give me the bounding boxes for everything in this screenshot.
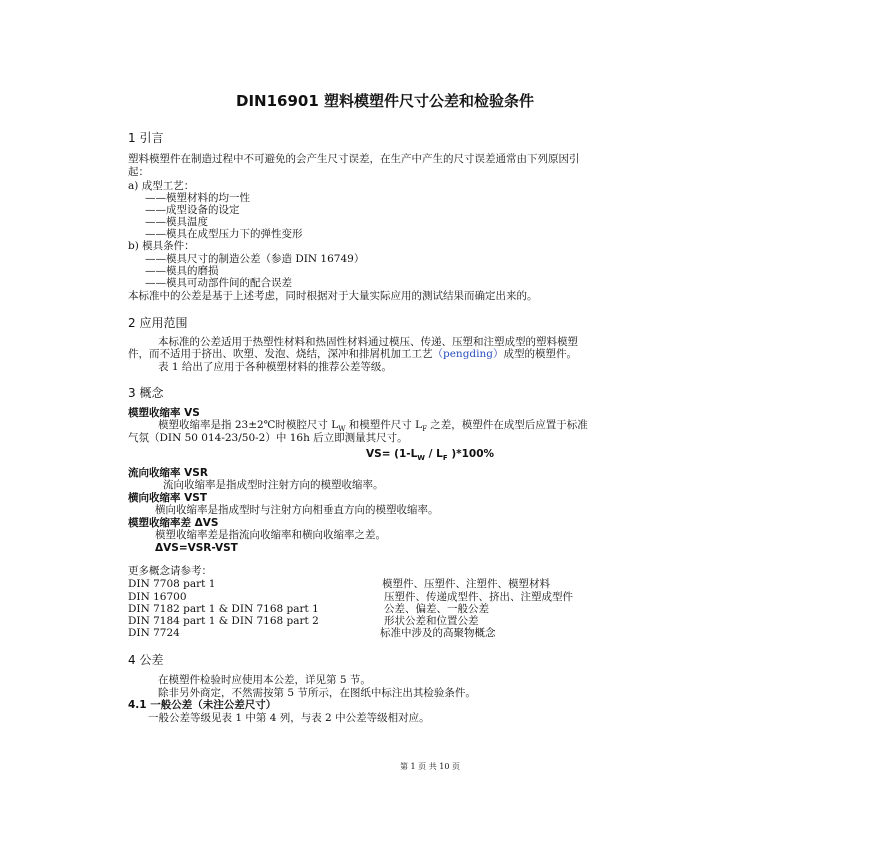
list-item: ——成型设备的设定 bbox=[145, 204, 240, 216]
term-vst-heading: 横向收缩率 VST bbox=[128, 492, 208, 504]
list-item: ——模具的磨损 bbox=[145, 265, 219, 277]
ref-desc: 公差、偏差、一般公差 bbox=[384, 603, 489, 615]
paragraph: 横向收缩率是指成型时与注射方向相垂直方向的模塑收缩率。 bbox=[155, 504, 439, 516]
formula-text: / L bbox=[425, 448, 443, 460]
page-footer: 第 1 页 共 10 页 bbox=[400, 762, 460, 771]
ref-code: DIN 7184 part 1 & DIN 7168 part 2 bbox=[128, 615, 319, 627]
page-title: DIN16901 塑料模塑件尺寸公差和检验条件 bbox=[236, 92, 534, 110]
paragraph-text: 之差，模塑件在成型后应置于标准 bbox=[426, 419, 588, 431]
paragraph: 流向收缩率是指成型时注射方向的模塑收缩率。 bbox=[163, 479, 384, 491]
ref-code: DIN 7182 part 1 & DIN 7168 part 1 bbox=[128, 603, 319, 615]
section-4-heading: 4 公差 bbox=[128, 653, 164, 667]
list-item: ——模塑材料的均一性 bbox=[145, 192, 250, 204]
list-item: ——模具温度 bbox=[145, 216, 208, 228]
list-item: ——模具尺寸的制造公差（参造 DIN 16749） bbox=[145, 253, 365, 265]
paragraph-text: 件，而不适用于挤出、吹塑、发泡、烧结，深冲和排屑机加工工艺 bbox=[128, 348, 433, 360]
subscript: W bbox=[338, 425, 346, 434]
term-vsr-heading: 流向收缩率 VSR bbox=[128, 467, 208, 479]
paragraph: 起： bbox=[128, 166, 149, 178]
ref-code: DIN 16700 bbox=[128, 591, 187, 603]
section-1-heading: 1 引言 bbox=[128, 131, 164, 145]
ref-desc: 形状公差和位置公差 bbox=[384, 615, 479, 627]
term-vs-heading: 模塑收缩率 VS bbox=[128, 407, 200, 419]
paragraph: 除非另外商定，不然需按第 5 节所示，在图纸中标注出其检验条件。 bbox=[158, 687, 476, 699]
paragraph: 在模塑件检验时应使用本公差，详见第 5 节。 bbox=[158, 674, 371, 686]
formula-vs bbox=[366, 448, 494, 464]
section-3-heading: 3 概念 bbox=[128, 386, 164, 400]
ref-code: DIN 7708 part 1 bbox=[128, 578, 216, 590]
subsection-4-1-heading: 4.1 一般公差（未注公差尺寸） bbox=[128, 699, 277, 711]
list-label: a) 成型工艺： bbox=[128, 180, 195, 192]
section-2-heading: 2 应用范围 bbox=[128, 316, 188, 330]
formula-text: VS= (1-L bbox=[366, 448, 418, 460]
ref-desc: 标准中涉及的高聚物概念 bbox=[380, 627, 496, 639]
refs-title: 更多概念请参考： bbox=[128, 565, 212, 577]
ref-code: DIN 7724 bbox=[128, 627, 180, 639]
paragraph-text: 模塑收缩率是指 23±2℃时模腔尺寸 L bbox=[158, 419, 339, 431]
formula-text: )*100% bbox=[447, 448, 495, 460]
paragraph: 本标准中的公差是基于上述考虑，同时根据对于大量实际应用的测试结果而确定出来的。 bbox=[128, 290, 538, 302]
paragraph bbox=[128, 348, 577, 360]
paragraph: 气氛（DIN 50 014-23/50-2）中 16h 后立即测量其尺寸。 bbox=[128, 432, 408, 444]
ref-desc: 模塑件、压塑件、注塑件、模塑材料 bbox=[382, 578, 550, 590]
subscript: W bbox=[417, 454, 426, 463]
paragraph-text: 和模塑件尺寸 L bbox=[345, 419, 423, 431]
subscript: F bbox=[442, 454, 448, 463]
paragraph: 本标准的公差适用于热塑性材料和热固性材料通过模压、传递、压塑和注塑成型的塑料模塑 bbox=[158, 336, 578, 348]
paragraph: 塑料模塑件在制造过程中不可避免的会产生尺寸误差，在生产中产生的尺寸误差通常由下列原因引 bbox=[128, 153, 580, 165]
formula-dvs: ΔVS=VSR-VST bbox=[155, 542, 238, 554]
list-item: ——模具在成型压力下的弹性变形 bbox=[145, 228, 303, 240]
ref-desc: 压塑件、传递成型件、挤出、注塑成型件 bbox=[384, 591, 573, 603]
list-label: b) 模具条件： bbox=[128, 240, 195, 252]
list-item: ——模具可动部件间的配合误差 bbox=[145, 277, 292, 289]
paragraph: 一般公差等级见表 1 中第 4 列，与表 2 中公差等级相对应。 bbox=[148, 712, 430, 724]
paragraph: 表 1 给出了应用于各种模塑材料的推荐公差等级。 bbox=[158, 361, 392, 373]
term-dvs-heading: 模塑收缩率差 ΔVS bbox=[128, 517, 219, 529]
paragraph-text: 成型的模塑件。 bbox=[503, 348, 577, 360]
subscript: F bbox=[422, 425, 427, 434]
paragraph: 模塑收缩率差是指流向收缩率和横向收缩率之差。 bbox=[155, 529, 386, 541]
pending-link[interactable]: （pengding） bbox=[432, 348, 504, 360]
